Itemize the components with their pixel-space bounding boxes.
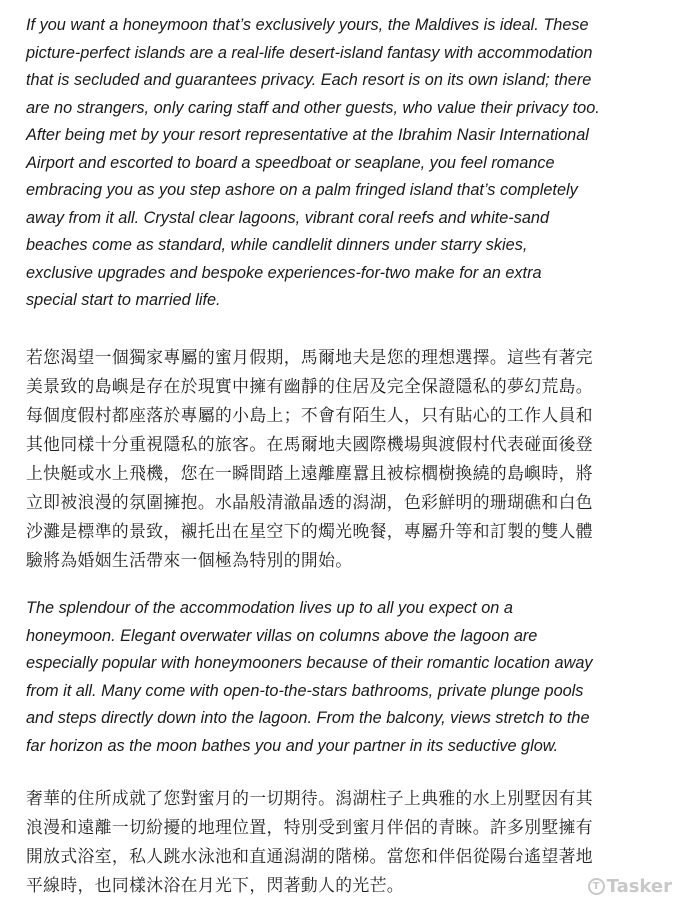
- text-line: 奢華的住所成就了您對蜜月的一切期待。潟湖柱子上典雅的水上別墅因有其: [26, 788, 593, 808]
- text-line: 立即被浪漫的氛圍擁抱。水晶般清澈晶透的潟湖，色彩鮮明的珊瑚礁和白色: [26, 492, 593, 512]
- text-line: that is secluded and guarantees privacy. Each resort is on its own island; there: [26, 71, 592, 89]
- tasker-logo-icon: T: [588, 878, 605, 895]
- text-line: honeymoon. Elegant overwater villas on columns above the lagoon are: [26, 626, 538, 645]
- paragraph-chinese-2: [26, 784, 593, 900]
- text-line: After being met by your resort representative at the Ibrahim Nasir International: [26, 126, 589, 144]
- text-line: away from it all. Crystal clear lagoons, vibrant coral reefs and white-sand: [26, 208, 550, 227]
- text-line: embracing you as you step ashore on a palm fringed island that’s completely: [26, 181, 578, 199]
- text-line: 上快艇或水上飛機，您在一瞬間踏上遠離塵囂且被棕櫚樹換繞的島嶼時，將: [26, 463, 593, 483]
- text-line: 平線時，也同樣沐浴在月光下，閃著動人的光芒。: [26, 875, 404, 895]
- text-line: 沙灘是標準的景致，襯托出在星空下的燭光晚餐，專屬升等和訂製的雙人體: [26, 521, 593, 541]
- text-line: If you want a honeymoon that’s exclusively yours, the Maldives is ideal. These: [26, 16, 589, 34]
- paragraph-english-2: [26, 595, 593, 760]
- text-line: 若您渴望一個獨家專屬的蜜月假期，馬爾地夫是您的理想選擇。這些有著完: [26, 347, 593, 367]
- text-line: 美景致的島嶼是存在於現實中擁有幽靜的住居及完全保證隱私的夢幻荒島。: [26, 376, 593, 396]
- paragraph-chinese-1: [26, 343, 593, 575]
- text-line: and steps directly down into the lagoon. From the balcony, views stretch to the: [26, 709, 590, 727]
- text-line: Airport and escorted to board a speedboat or seaplane, you feel romance: [26, 153, 555, 172]
- text-line: 浪漫和遠離一切紛擾的地理位置，特別受到蜜月伴侶的青睞。許多別墅擁有: [26, 817, 593, 837]
- text-line: are no strangers, only caring staff and other guests, who value their privacy too.: [26, 98, 600, 117]
- text-line: 其他同樣十分重視隱私的旅客。在馬爾地夫國際機場與渡假村代表碰面後登: [26, 434, 593, 454]
- paragraph-english-1: [26, 12, 600, 315]
- text-line: 開放式浴室，私人跳水泳池和直通潟湖的階梯。當您和伴侶從陽台遙望著地: [26, 846, 593, 866]
- text-line: especially popular with honeymooners because of their romantic location away: [26, 654, 593, 672]
- text-line: from it all. Many come with open-to-the-stars bathrooms, private plunge pools: [26, 681, 584, 700]
- text-line: 驗將為婚姻生活帶來一個極為特別的開始。: [26, 550, 353, 570]
- tasker-watermark: [588, 876, 672, 897]
- text-line: exclusive upgrades and bespoke experiences-for-two make for an extra: [26, 263, 542, 282]
- text-line: The splendour of the accommodation lives up to all you expect on a: [26, 599, 513, 617]
- text-line: beaches come as standard, while candlelit dinners under starry skies,: [26, 236, 528, 254]
- watermark-text: Tasker: [606, 876, 672, 897]
- text-line: special start to married life.: [26, 291, 221, 309]
- text-line: far horizon as the moon bathes you and your partner in its seductive glow.: [26, 736, 559, 755]
- text-line: 每個度假村都座落於專屬的小島上；不會有陌生人，只有貼心的工作人員和: [26, 405, 593, 425]
- text-line: picture-perfect islands are a real-life desert-island fantasy with accommodation: [26, 43, 593, 62]
